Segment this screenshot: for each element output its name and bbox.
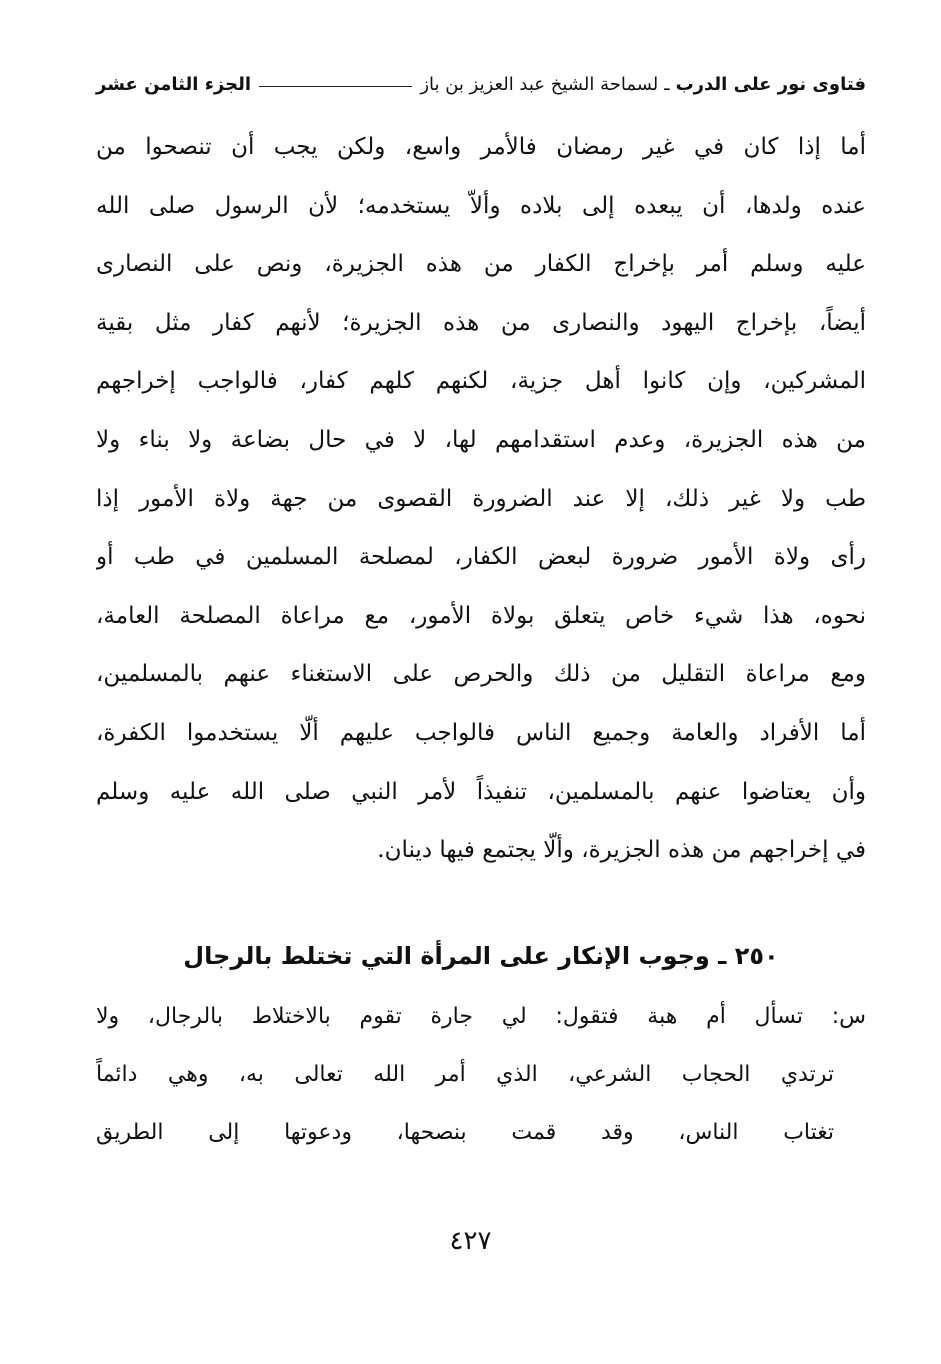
text-line: عليه وسلم أمر بإخراج الكفار من هذه الجزيرة، ونص على النصارى xyxy=(96,251,866,278)
page-number: ٤٢٧ xyxy=(449,1226,492,1256)
text-line: من هذه الجزيرة، وعدم استقدامهم لها، لا في حال بضاعة ولا بناء ولا xyxy=(96,426,866,453)
text-line: رأى ولاة الأمور ضرورة لبعض الكفار، لمصلحة المسلمين في طب أو xyxy=(96,544,866,571)
text-line: نحوه، هذا شيء خاص يتعلق بولاة الأمور، مع مراعاة المصلحة العامة، xyxy=(96,602,866,629)
book-title: فتاوى نور على الدرب xyxy=(675,73,866,95)
text-line: وأن يعتاضوا عنهم بالمسلمين، تنفيذاً لأمر النبي صلى الله عليه وسلم xyxy=(96,778,866,805)
text-line: طب ولا غير ذلك، إلا عند الضرورة القصوى من جهة ولاة الأمور إذا xyxy=(96,485,866,512)
text-line: ترتدي الحجاب الشرعي، الذي أمر الله تعالى به، وهي دائماً xyxy=(96,1062,834,1087)
text-line: أيضاً، بإخراج اليهود والنصارى من هذه الجزيرة؛ لأنهم كفار مثل بقية xyxy=(96,309,866,336)
text-line: المشركين، وإن كانوا أهل جزية، لكنهم كلهم كفار، فالواجب إخراجهم xyxy=(96,368,866,395)
question-paragraph xyxy=(96,988,866,1162)
text-line: ومع مراعاة التقليل من ذلك والحرص على الاستغناء عنهم بالمسلمين، xyxy=(96,661,866,688)
running-header xyxy=(96,64,866,104)
section-heading: ٢٥٠ ـ وجوب الإنكار على المرأة التي تختلط بالرجال xyxy=(183,942,779,970)
text-line: تغتاب الناس، وقد قمت بنصحها، ودعوتها إلى الطريق xyxy=(96,1120,834,1145)
answer-paragraph xyxy=(96,118,866,880)
volume-label: الجزء الثامن عشر xyxy=(96,73,252,95)
title-separator: ـ xyxy=(664,73,670,95)
text-line: أما إذا كان في غير رمضان فالأمر واسع، ولكن يجب أن تنصحوا من xyxy=(96,134,866,160)
text-line: س: تسأل أم هبة فتقول: لي جارة تقوم بالاختلاط بالرجال، ولا xyxy=(96,1004,866,1029)
text-line: عنده ولدها، أن يبعده إلى بلاده وألاّ يستخدمه؛ لأن الرسول صلى الله xyxy=(96,192,866,219)
author-line: لسماحة الشيخ عبد العزيز بن باز xyxy=(420,73,659,95)
text-line: أما الأفراد والعامة وجميع الناس فالواجب عليهم ألّا يستخدموا الكفرة، xyxy=(96,719,866,746)
text-line: في إخراجهم من هذه الجزيرة، وألّا يجتمع فيها دينان. xyxy=(377,837,866,864)
header-rule xyxy=(259,86,412,87)
